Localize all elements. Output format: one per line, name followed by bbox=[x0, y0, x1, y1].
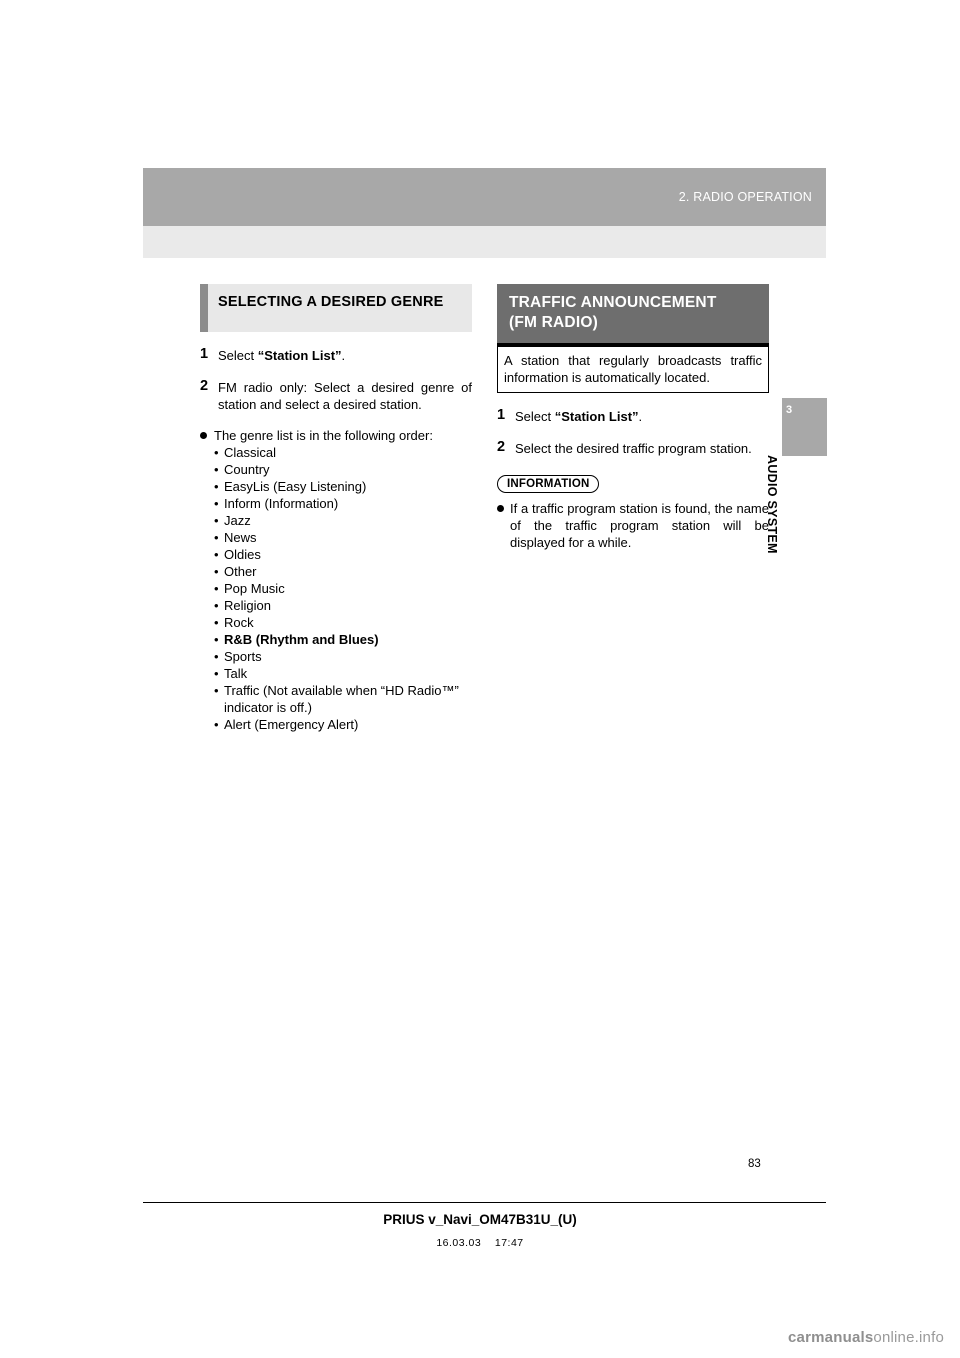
genre-label: Traffic (Not available when “HD Radio™” indicator is off.) bbox=[224, 683, 459, 715]
step-number: 2 bbox=[497, 439, 506, 455]
information-body bbox=[497, 500, 769, 551]
genre-label: Inform (Information) bbox=[224, 496, 339, 511]
list-item bbox=[214, 716, 472, 733]
bullet-dot-icon bbox=[497, 505, 504, 512]
genre-label: Religion bbox=[224, 598, 271, 613]
step-text-suffix: . bbox=[341, 348, 346, 363]
page-number: 83 bbox=[748, 1158, 761, 1170]
step-number: 1 bbox=[200, 346, 209, 362]
site-watermark bbox=[788, 1329, 944, 1346]
genre-label: Other bbox=[224, 564, 257, 579]
section-heading-line2: (FM RADIO) bbox=[509, 314, 598, 331]
header-subband bbox=[143, 226, 826, 258]
list-item bbox=[214, 512, 472, 529]
genre-label: Sports bbox=[224, 649, 262, 664]
genre-label: Country bbox=[224, 462, 270, 477]
genre-label: Jazz bbox=[224, 513, 251, 528]
document-time: 17:47 bbox=[494, 1237, 524, 1249]
document-date: 16.03.03 bbox=[436, 1237, 482, 1249]
section-heading-text: SELECTING A DESIRED GENRE bbox=[218, 294, 444, 310]
section-heading-traffic-announcement bbox=[497, 284, 769, 347]
bullet-dot-icon bbox=[200, 432, 207, 439]
list-item bbox=[214, 478, 472, 495]
step-2-left bbox=[200, 379, 472, 413]
genre-label: Oldies bbox=[224, 547, 261, 562]
list-item bbox=[214, 631, 472, 648]
genre-list-intro: The genre list is in the following order: bbox=[214, 428, 433, 443]
step-text: Select the desired traffic program station. bbox=[515, 441, 752, 456]
section-heading-selecting-genre bbox=[200, 284, 472, 332]
list-item bbox=[214, 665, 472, 682]
lead-description-box bbox=[497, 347, 769, 393]
document-date-time bbox=[0, 1237, 960, 1249]
chapter-tab-label: AUDIO SYSTEM bbox=[765, 455, 779, 554]
watermark-part-b: online.info bbox=[873, 1329, 944, 1346]
genre-label: News bbox=[224, 530, 257, 545]
genre-label: Talk bbox=[224, 666, 248, 681]
step-text-bold: “Station List” bbox=[257, 348, 342, 363]
chapter-title: 2. RADIO OPERATION bbox=[678, 190, 812, 204]
step-text-prefix: Select bbox=[515, 409, 555, 424]
footer-divider bbox=[143, 1202, 826, 1203]
genre-label: Alert (Emergency Alert) bbox=[224, 717, 359, 732]
step-number: 2 bbox=[200, 378, 209, 394]
watermark-part-a: carmanuals bbox=[788, 1329, 874, 1346]
step-text-bold: “Station List” bbox=[554, 409, 639, 424]
chapter-header-band bbox=[143, 168, 826, 226]
list-item bbox=[214, 546, 472, 563]
step-number: 1 bbox=[497, 407, 506, 423]
step-1-right bbox=[497, 408, 769, 425]
list-item bbox=[214, 461, 472, 478]
genre-label: EasyLis (Easy Listening) bbox=[224, 479, 367, 494]
genre-label: Classical bbox=[224, 445, 277, 460]
step-2-right bbox=[497, 440, 769, 457]
step-text-prefix: Select bbox=[218, 348, 258, 363]
section-heading-line1: TRAFFIC ANNOUNCEMENT bbox=[509, 294, 717, 311]
genre-label: Rock bbox=[224, 615, 254, 630]
list-item bbox=[214, 495, 472, 512]
list-item bbox=[214, 597, 472, 614]
right-column bbox=[497, 284, 769, 551]
document-title: PRIUS v_Navi_OM47B31U_(U) bbox=[383, 1212, 577, 1227]
list-item bbox=[214, 648, 472, 665]
left-column bbox=[200, 284, 472, 733]
list-item bbox=[214, 444, 472, 461]
list-item bbox=[214, 682, 472, 716]
genre-label: Pop Music bbox=[224, 581, 285, 596]
list-item bbox=[214, 580, 472, 597]
list-item bbox=[214, 614, 472, 631]
information-text: If a traffic program station is found, the name of the traffic program station will be displayed for a while. bbox=[510, 501, 769, 550]
genre-list bbox=[214, 444, 472, 733]
step-text-suffix: . bbox=[638, 409, 643, 424]
lead-description-text: A station that regularly broadcasts traffic information is automatically located. bbox=[504, 353, 762, 385]
step-text: FM radio only: Select a desired genre of station and select a desired station. bbox=[218, 380, 472, 412]
information-label: INFORMATION bbox=[497, 475, 599, 493]
chapter-tab-number: 3 bbox=[786, 404, 793, 416]
genre-label: R&B (Rhythm and Blues) bbox=[224, 632, 379, 647]
list-item bbox=[214, 529, 472, 546]
list-item bbox=[214, 563, 472, 580]
step-1-left bbox=[200, 347, 472, 364]
genre-bullet-block bbox=[200, 427, 472, 733]
